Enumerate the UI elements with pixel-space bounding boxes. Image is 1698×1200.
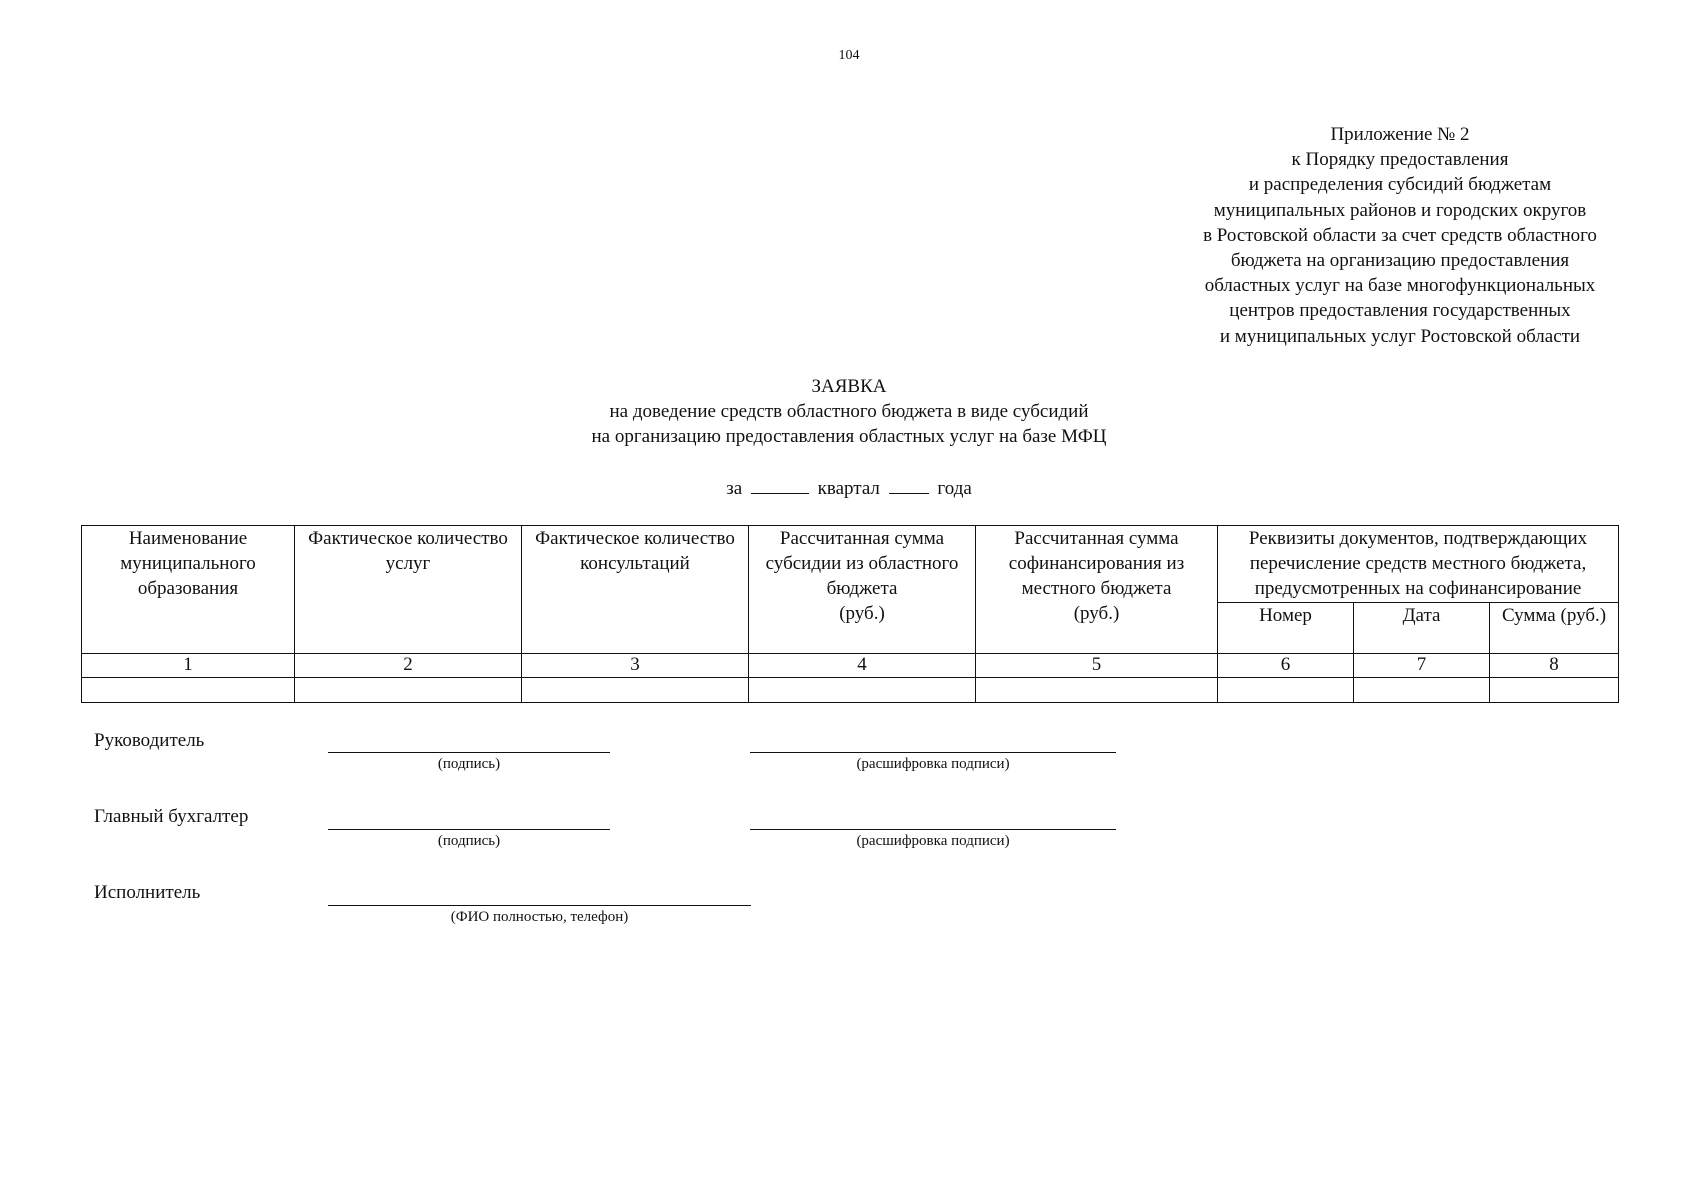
column-number: 8 — [1490, 654, 1619, 678]
appendix-line: областных услуг на базе многофункциональных — [1204, 275, 1596, 297]
subsidy-request-table — [81, 525, 1619, 703]
column-number: 6 — [1218, 654, 1354, 678]
document-subtitle: на организацию предоставления областных услуг на базе МФЦ — [591, 426, 1107, 447]
head-label: Руководитель — [94, 730, 205, 751]
column-number: 7 — [1354, 654, 1490, 678]
header-services-count: Фактическое количество услуг — [295, 526, 522, 654]
header-subsidy-sum — [749, 526, 976, 654]
year-blank-field[interactable] — [889, 475, 929, 494]
empty-cell-subsidy[interactable] — [749, 678, 976, 703]
header-documents: Реквизиты документов, подтверждающих перечисление средств местного бюджета, предусмотренных на софинансирование — [1218, 526, 1619, 603]
header-doc-date: Дата — [1354, 603, 1490, 654]
empty-cell-services[interactable] — [295, 678, 522, 703]
empty-cell-doc-date[interactable] — [1354, 678, 1490, 703]
quarter-blank-field[interactable] — [751, 475, 809, 494]
period-line — [0, 475, 1698, 501]
header-subsidy-unit: (руб.) — [839, 603, 885, 624]
executor-caption: (ФИО полностью, телефон) — [450, 909, 629, 925]
empty-cell-doc-sum[interactable] — [1490, 678, 1619, 703]
appendix-line: центров предоставления государственных — [1229, 300, 1571, 322]
head-decoding-caption: (расшифровка подписи) — [856, 756, 1010, 772]
period-prefix: за — [726, 478, 743, 499]
empty-cell-municipality[interactable] — [82, 678, 295, 703]
empty-cell-doc-number[interactable] — [1218, 678, 1354, 703]
head-signature-line[interactable] — [328, 752, 610, 753]
appendix-line: и муниципальных услуг Ростовской области — [1219, 325, 1581, 347]
header-doc-sum: Сумма (руб.) — [1490, 603, 1619, 654]
executor-line[interactable] — [328, 905, 751, 906]
appendix-line: и распределения субсидий бюджетам — [1248, 174, 1552, 196]
accountant-label: Главный бухгалтер — [94, 806, 249, 827]
column-number: 1 — [82, 654, 295, 678]
column-number: 5 — [976, 654, 1218, 678]
appendix-line: муниципальных районов и городских округов — [1213, 199, 1587, 221]
accountant-signature-line[interactable] — [328, 829, 610, 830]
accountant-decoding-line[interactable] — [750, 829, 1116, 830]
period-quarter-word: квартал — [817, 478, 880, 499]
header-subsidy-text: Рассчитанная сумма субсидии из областного бюджета — [765, 528, 959, 599]
header-cofinancing-sum — [976, 526, 1218, 654]
appendix-line: к Порядку предоставления — [1291, 149, 1509, 171]
head-decoding-line[interactable] — [750, 752, 1116, 753]
appendix-note — [1180, 122, 1620, 349]
column-number: 4 — [749, 654, 976, 678]
header-cofinancing-unit: (руб.) — [1073, 603, 1120, 624]
header-consultations-count: Фактическое количество консультаций — [522, 526, 749, 654]
empty-cell-cofinancing[interactable] — [976, 678, 1218, 703]
document-subtitle: на доведение средств областного бюджета в виде субсидий — [609, 401, 1089, 422]
table-header-row — [82, 526, 1619, 603]
head-signature-caption: (подпись) — [437, 756, 501, 772]
period-year-word: года — [937, 478, 972, 499]
header-doc-number: Номер — [1218, 603, 1354, 654]
accountant-signature-caption: (подпись) — [437, 833, 501, 849]
appendix-line: Приложение № 2 — [1330, 124, 1470, 145]
document-heading — [0, 374, 1698, 449]
document-title: ЗАЯВКА — [811, 376, 887, 397]
appendix-line: бюджета на организацию предоставления — [1230, 250, 1570, 272]
column-number: 3 — [522, 654, 749, 678]
executor-label: Исполнитель — [94, 882, 201, 903]
table-row — [82, 678, 1619, 703]
header-municipality: Наименование муниципального образования — [82, 526, 295, 654]
column-number: 2 — [295, 654, 522, 678]
page-number: 104 — [838, 48, 860, 63]
empty-cell-consultations[interactable] — [522, 678, 749, 703]
header-cofinancing-text: Рассчитанная сумма софинансирования из местного бюджета — [1008, 528, 1185, 599]
column-numbers-row — [82, 654, 1619, 678]
appendix-line: в Ростовской области за счет средств областного — [1203, 224, 1597, 246]
accountant-decoding-caption: (расшифровка подписи) — [856, 833, 1010, 849]
